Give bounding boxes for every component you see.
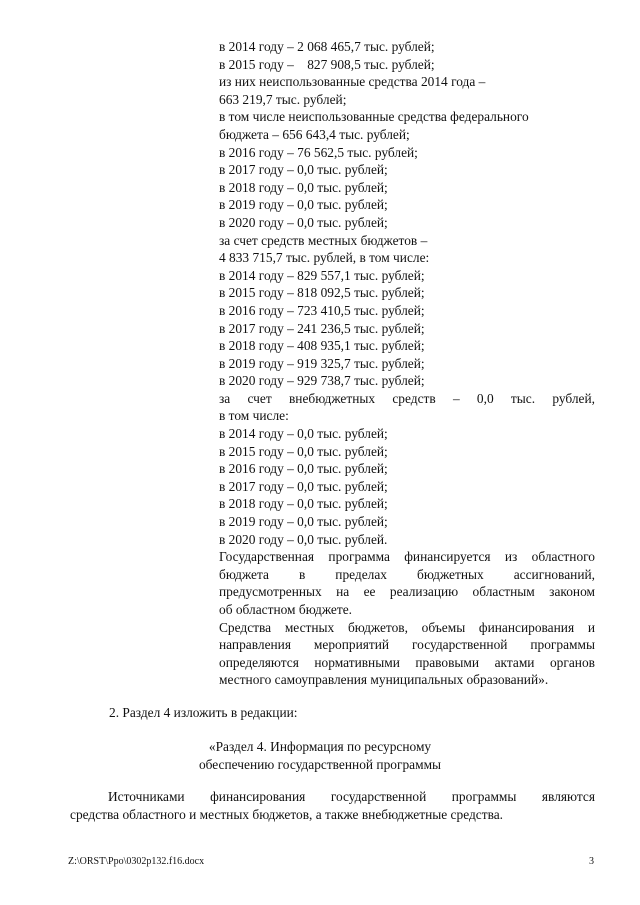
text-line: бюджета – 656 643,4 тыс. рублей; <box>219 126 410 142</box>
text-line: в 2019 году – 0,0 тыс. рублей; <box>219 197 388 213</box>
text-line-justified: за счет внебюджетных средств – 0,0 тыс. рублей, <box>219 390 595 406</box>
text-line: в 2018 году – 0,0 тыс. рублей; <box>219 179 388 195</box>
text-line: за счет средств местных бюджетов – <box>219 232 428 248</box>
footer-file-path: Z:\ORST\Ppo\0302p132.f16.docx <box>68 856 205 867</box>
text-line: в 2020 году – 0,0 тыс. рублей. <box>219 531 388 547</box>
body-line: Источниками финансирования государственной программы являются <box>108 789 595 804</box>
text-line: в 2019 году – 0,0 тыс. рублей; <box>219 514 388 530</box>
text-line: в 2016 году – 76 562,5 тыс. рублей; <box>219 144 418 160</box>
text-line: в 2017 году – 0,0 тыс. рублей; <box>219 478 388 494</box>
heading-line: обеспечению государственной программы <box>198 757 442 772</box>
text-line: в 2020 году – 929 738,7 тыс. рублей; <box>219 373 425 389</box>
amendment-item: 2. Раздел 4 изложить в редакции: <box>109 705 298 720</box>
text-line: в 2017 году – 241 236,5 тыс. рублей; <box>219 320 425 336</box>
text-line-justified: предусмотренных на ее реализацию областным законом <box>219 584 595 600</box>
text-line: в 2016 году – 0,0 тыс. рублей; <box>219 461 388 477</box>
text-line: в 2014 году – 2 068 465,7 тыс. рублей; <box>219 39 435 54</box>
text-line: в 2014 году – 829 557,1 тыс. рублей; <box>219 267 425 283</box>
text-line: в 2020 году – 0,0 тыс. рублей; <box>219 214 388 230</box>
text-line: в 2019 году – 919 325,7 тыс. рублей; <box>219 355 425 371</box>
text-line: в том числе неиспользованные средства федерального <box>219 109 529 125</box>
text-line: в 2015 году – 827 908,5 тыс. рублей; <box>219 56 435 72</box>
text-line: в 2015 году – 0,0 тыс. рублей; <box>219 443 388 459</box>
text-line-justified: определяются нормативными правовыми актами органов <box>219 654 595 670</box>
text-line: местного самоуправления муниципальных образований». <box>219 672 549 688</box>
text-line: в 2018 году – 0,0 тыс. рублей; <box>219 496 388 512</box>
text-line: в том числе: <box>219 408 289 424</box>
heading-line: «Раздел 4. Информация по ресурсному <box>208 739 432 754</box>
page-number: 3 <box>589 856 594 867</box>
text-line: 663 219,7 тыс. рублей; <box>219 91 347 107</box>
text-line: 4 833 715,7 тыс. рублей, в том числе: <box>219 250 430 266</box>
section-heading <box>0 738 640 774</box>
text-line: в 2014 году – 0,0 тыс. рублей; <box>219 426 388 442</box>
body-paragraph <box>70 788 595 824</box>
text-line: об областном бюджете. <box>219 602 352 617</box>
text-line: в 2018 году – 408 935,1 тыс. рублей; <box>219 338 425 354</box>
text-line-justified: бюджета в пределах бюджетных ассигнований, <box>219 566 595 582</box>
text-line: в 2017 году – 0,0 тыс. рублей; <box>219 162 388 178</box>
text-line-justified: направления мероприятий государственной программы <box>219 637 595 653</box>
text-line: из них неиспользованные средства 2014 года – <box>219 74 486 90</box>
text-line-justified: Государственная программа финансируется из областного <box>219 549 595 565</box>
body-line: средства областного и местных бюджетов, а также внебюджетные средства. <box>70 807 504 822</box>
text-line: в 2015 году – 818 092,5 тыс. рублей; <box>219 285 425 301</box>
text-line: в 2016 году – 723 410,5 тыс. рублей; <box>219 302 425 318</box>
text-line-justified: Средства местных бюджетов, объемы финансирования и <box>219 619 595 635</box>
funding-column <box>219 38 595 689</box>
